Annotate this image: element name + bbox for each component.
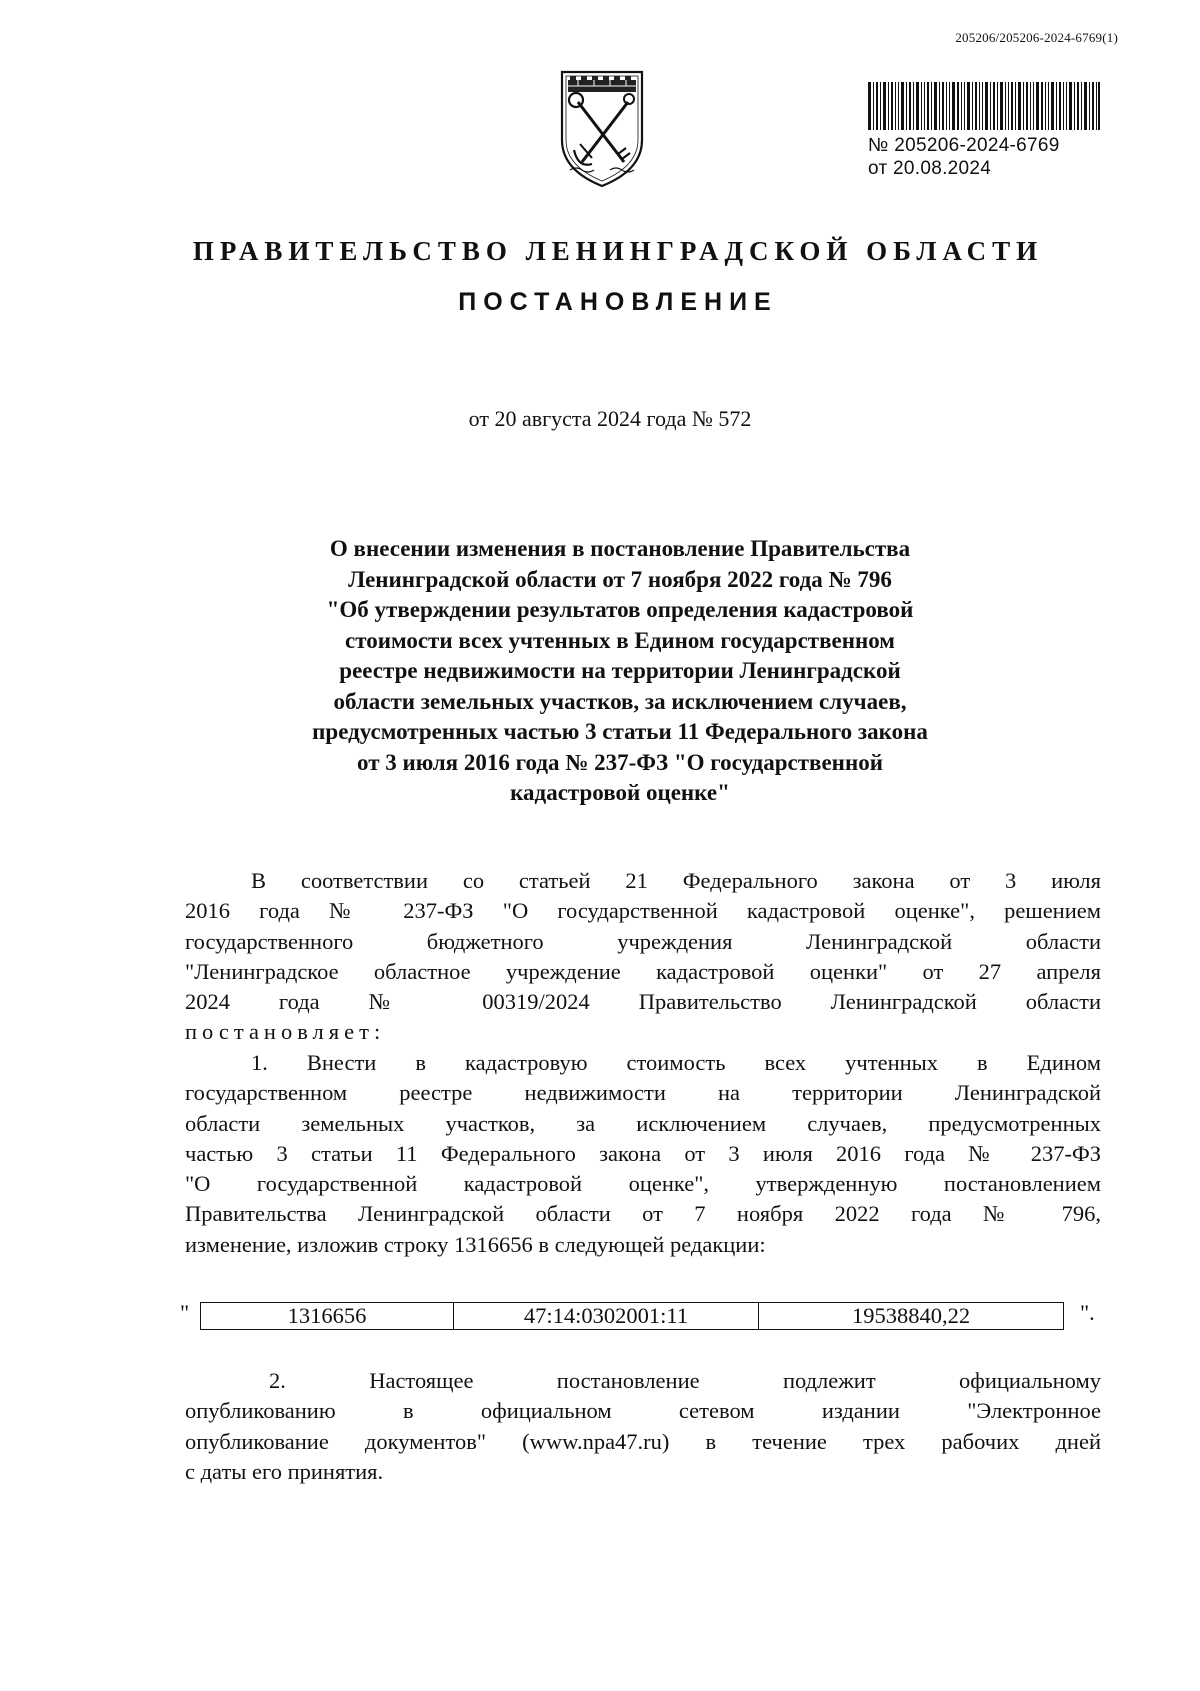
- subject-line: области земельных участков, за исключением случаев,: [333, 688, 907, 714]
- subject-line: Ленинградской области от 7 ноября 2022 года № 796: [348, 566, 892, 592]
- document-subject: [240, 534, 1000, 809]
- subject-line: стоимости всех учтенных в Едином государственном: [345, 627, 895, 653]
- subject-line: от 3 июля 2016 года № 237-ФЗ "О государственной: [357, 749, 883, 775]
- subject-line: предусмотренных частью 3 статьи 11 Федерального закона: [312, 719, 928, 744]
- preamble-line: В соответствии со статьей 21 Федерального закона от 3 июля: [251, 868, 1101, 893]
- item-1-line: 1. Внести в кадастровую стоимость всех учтенных в Едином: [251, 1050, 1101, 1075]
- table-row: [201, 1303, 1064, 1330]
- registration-number: № 205206-2024-6769: [868, 135, 1060, 156]
- close-quote: ".: [1080, 1300, 1095, 1325]
- item-2-line: 2. Настоящее постановление подлежит официальному: [269, 1368, 1101, 1393]
- table-cell-row-number: 1316656: [201, 1303, 454, 1330]
- government-title: ПРАВИТЕЛЬСТВО ЛЕНИНГРАДСКОЙ ОБЛАСТИ: [192, 236, 1044, 266]
- item-2-line: с даты его принятия.: [185, 1458, 384, 1484]
- subject-line: реестре недвижимости на территории Ленинградской: [339, 658, 901, 683]
- item-1-line: частью 3 статьи 11 Федерального закона от 3 июля 2016 года № 237-ФЗ: [185, 1140, 1101, 1166]
- item-1-paragraph: [185, 1048, 1101, 1260]
- document-reference: 205206/205206-2024-6769(1): [955, 30, 1118, 45]
- registration-date: от 20.08.2024: [868, 158, 992, 179]
- preamble-line: 2016 года № 237-ФЗ "О государственной кадастровой оценке", решением: [185, 898, 1101, 924]
- amendment-table: [200, 1302, 1064, 1330]
- item-1-line: государственном реестре недвижимости на территории Ленинградской: [185, 1080, 1101, 1106]
- subject-line: О внесении изменения в постановление Правительства: [329, 536, 911, 561]
- open-quote: ": [180, 1300, 190, 1325]
- document-date-number: от 20 августа 2024 года № 572: [468, 406, 752, 431]
- table-cell-cadastral-number: 47:14:0302001:11: [454, 1303, 759, 1330]
- preamble-line: постановляет:: [185, 1019, 386, 1045]
- item-1-line: Правительства Ленинградской области от 7 ноября 2022 года № 796,: [185, 1201, 1101, 1227]
- table-cell-cadastral-value: 19538840,22: [759, 1303, 1064, 1330]
- coat-of-arms-icon: [556, 58, 648, 190]
- preamble-line: "Ленинградское областное учреждение кадастровой оценки" от 27 апреля: [185, 958, 1101, 984]
- item-2-line: опубликованию в официальном сетевом издании "Электронное: [185, 1398, 1101, 1424]
- amendment-table-row: [180, 1302, 1100, 1332]
- subject-line: кадастровой оценке": [510, 780, 730, 805]
- barcode-icon: [868, 82, 1100, 130]
- preamble-line: государственного бюджетного учреждения Ленинградской области: [185, 928, 1101, 954]
- preamble-line: 2024 года № 00319/2024 Правительство Ленинградской области: [185, 989, 1101, 1015]
- item-1-line: "О государственной кадастровой оценке", утвержденную постановлением: [185, 1171, 1101, 1197]
- item-2-line: опубликование документов" (www.npa47.ru) в течение трех рабочих дней: [185, 1428, 1101, 1454]
- subject-line: "Об утверждении результатов определения кадастровой: [326, 597, 914, 622]
- registration-block: [868, 82, 1108, 180]
- item-1-line: области земельных участков, за исключением случаев, предусмотренных: [185, 1110, 1101, 1136]
- document-type-title: ПОСТАНОВЛЕНИЕ: [458, 288, 778, 316]
- preamble-paragraph: [185, 866, 1101, 1048]
- item-1-line: изменение, изложив строку 1316656 в следующей редакции:: [185, 1231, 766, 1257]
- item-2-paragraph: [185, 1366, 1101, 1487]
